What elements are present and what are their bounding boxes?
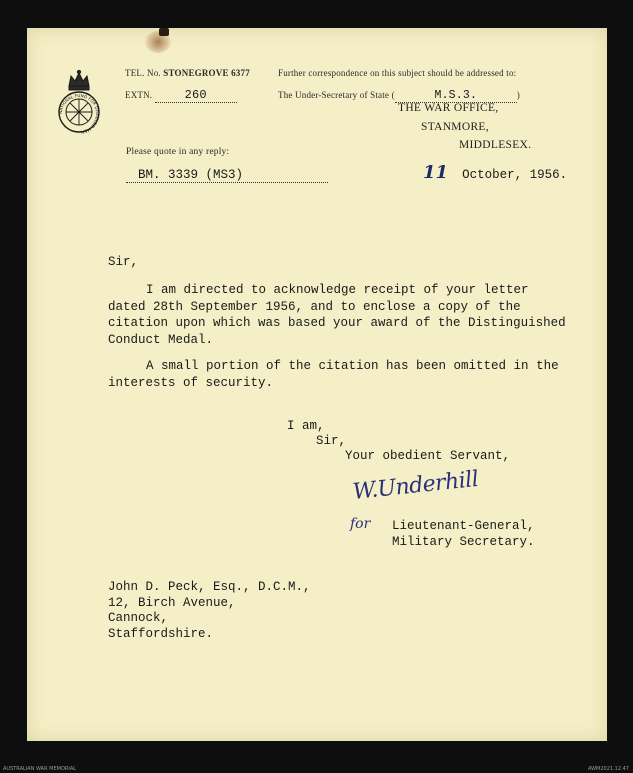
office-line-3: MIDDLESEX. [459, 139, 532, 151]
address-line-4: Staffordshire. [108, 626, 214, 641]
signatory-title-2: Military Secretary. [392, 535, 535, 549]
quote-reference: BM. 3339 (MS3) [138, 168, 244, 182]
footer-left: AUSTRALIAN WAR MEMORIAL [3, 766, 77, 772]
paragraph1-line1: I am directed to acknowledge receipt of your letter [146, 283, 529, 297]
footer-right: AWM2021.12.47 [587, 766, 629, 772]
signature: W.Underhill [351, 466, 480, 505]
tel-label: TEL. No. [125, 68, 161, 78]
closing-sir: Sir, [316, 434, 347, 448]
svg-text:NATIONAL FUND FOR DISABLED MEN: NATIONAL FUND FOR DISABLED MEN [57, 92, 101, 135]
further-correspondence-text: Further correspondence on this subject should be addressed to: [278, 68, 517, 78]
paragraph1-line4: Conduct Medal. [108, 332, 214, 347]
extn-label: EXTN. [125, 90, 153, 100]
closing-i-am: I am, [287, 419, 325, 433]
extn-value: 260 [184, 88, 207, 102]
paragraph2-line2: interests of security. [108, 375, 274, 390]
paragraph1-line2: dated 28th September 1956, and to enclose a copy of the [108, 299, 521, 314]
letter-page: NATIONAL FUND FOR DISABLED MEN TEL. No. STONEGROVE 6377 EXTN. 260 Further correspondence on this subject should be addressed to: The Under-Secretary of State ( M.S.3. ) THE WAR OFFICE, STANMORE, MIDDLESEX. Please quote in any reply: BM. 3339 (MS3) 11 October, 1956. Sir, I am directed to acknowledge receipt of your letter dated 28th September 1956, and to enclose a copy of the citation upon which was based your award of the Distinguished Conduct Medal. A small portion of the citation has been omitted in the interests of security. I am, Sir, Your obedient Servant, W.Underhill for Lieutenant-General, Military Secretary. John D. Peck, Esq., D.C.M., 12, Birch Avenue, Cannock, Staffordshire. [27, 28, 607, 741]
address-line-2: 12, Birch Avenue, [108, 595, 236, 610]
office-line-2: STANMORE, [421, 121, 489, 133]
paragraph1-line3: citation upon which was based your award of the Distinguished [108, 316, 566, 330]
paragraph2-line1: A small portion of the citation has been omitted in the [146, 359, 559, 373]
ink-blot [159, 28, 169, 36]
quote-label: Please quote in any reply: [126, 147, 230, 157]
office-line-1: THE WAR OFFICE, [398, 102, 499, 114]
date-month-year: October, 1956. [462, 168, 568, 182]
for-mark: for [350, 516, 371, 532]
tel-value: STONEGROVE 6377 [163, 68, 250, 78]
dept-ref: M.S.3. [434, 89, 478, 102]
closing-servant: Your obedient Servant, [345, 449, 511, 463]
seal-text [55, 90, 103, 138]
date-day-handwritten: 11 [423, 162, 449, 183]
address-line-3: Cannock, [108, 611, 169, 625]
salutation: Sir, [108, 255, 139, 269]
address-line-1: John D. Peck, Esq., D.C.M., [108, 580, 311, 594]
signatory-title-1: Lieutenant-General, [392, 519, 535, 533]
under-secretary-text: The Under-Secretary of State [278, 90, 390, 100]
